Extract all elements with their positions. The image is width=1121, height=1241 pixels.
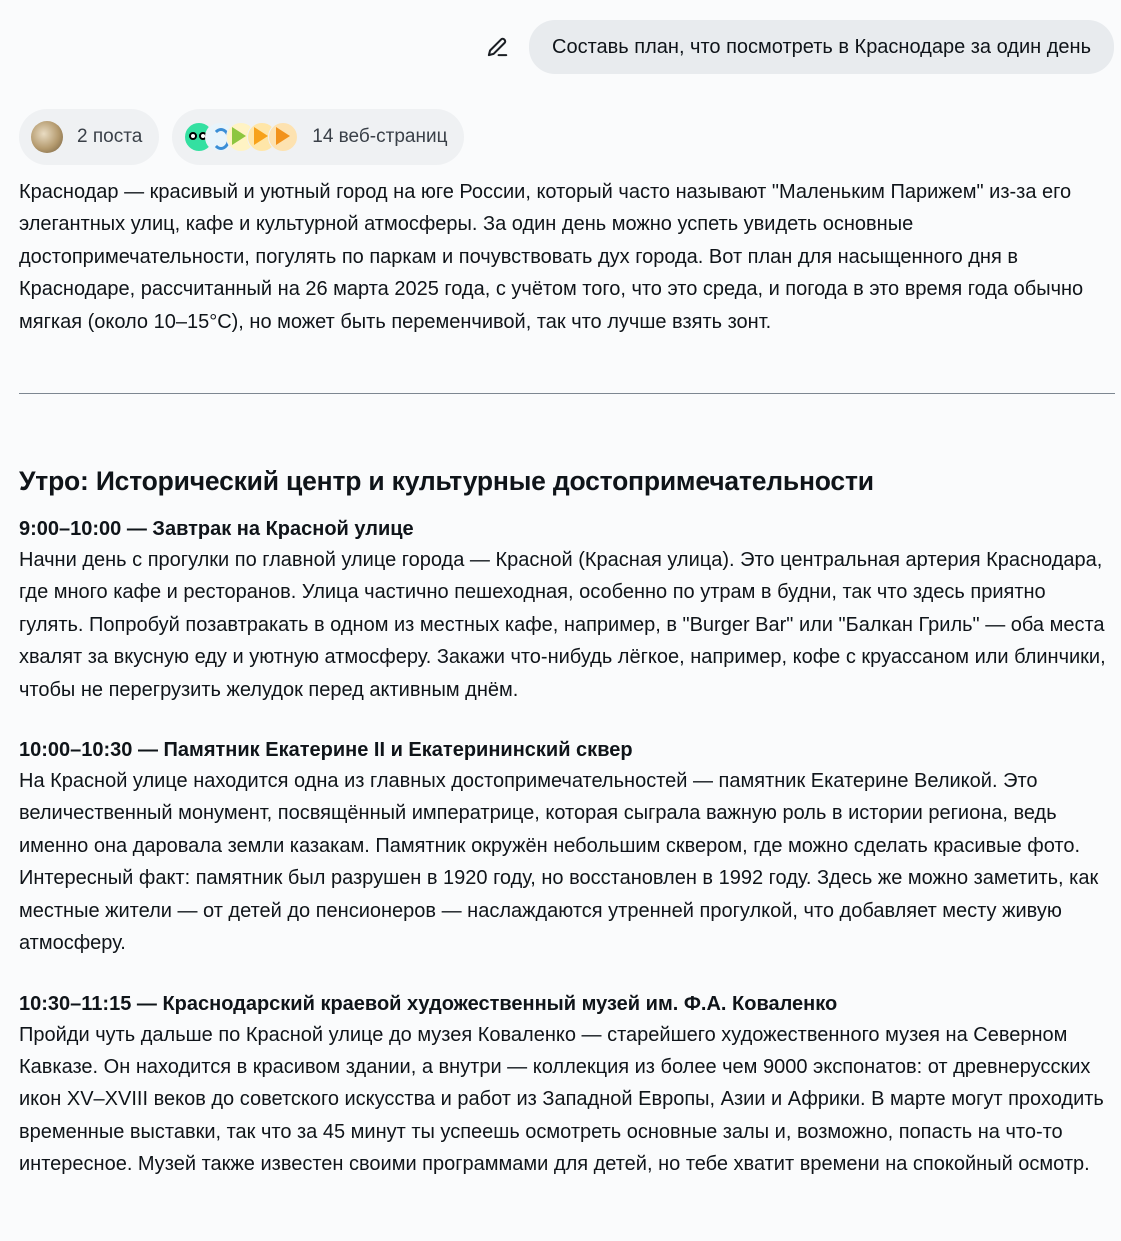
pencil-icon	[484, 34, 510, 60]
assistant-response	[19, 176, 1115, 1181]
schedule-item	[19, 514, 1115, 706]
web-pages-count-label: 14 веб-страниц	[312, 126, 448, 147]
schedule-item-text: Начни день с прогулки по главной улице города — Красной (Красная улица). Это центральная артерия Краснодара, где много кафе и ресторанов. Улица частично пешеходная, особенно по утрам в будни, так что здесь приятно гулять. Попробуй позавтракать в одном из местных кафе, например, в "Burger Bar" или "Балкан Гриль" — оба места хвалят за вкусную еду и уютную атмосферу. Закажи что-нибудь лёгкое, например, кофе с круассаном или блинчики, чтобы не перегрузить желудок перед активным днём.	[19, 549, 1106, 701]
user-message-bubble	[529, 20, 1114, 74]
schedule-item	[19, 989, 1115, 1181]
schedule-item	[19, 735, 1115, 959]
web-sources-button[interactable]	[172, 109, 464, 165]
schedule-item-text: Пройди чуть дальше по Красной улице до музея Коваленко — старейшего художественного музея на Северном Кавказе. Он находится в красивом здании, а внутри — коллекция из более чем 9000 экспонатов: от древнерусских икон XV–XVIII веков до советского искусства и работ из Западной Европы, Азии и Африки. В марте могут проходить временные выставки, так что за 45 минут ты успеешь осмотреть основные залы и, возможно, попасть на что-то интересное. Музей также известен своими программами для детей, но тебе хватит времени на спокойный осмотр.	[19, 1023, 1104, 1176]
sources-row	[19, 109, 464, 165]
posts-count-label: 2 поста	[77, 126, 143, 147]
user-message-text: Составь план, что посмотреть в Краснодаре за один день	[552, 35, 1091, 58]
web-source-icons	[184, 122, 298, 152]
section-divider	[19, 393, 1115, 394]
edit-message-button[interactable]	[477, 27, 517, 67]
schedule-item-title: 10:00–10:30 — Памятник Екатерине II и Екатерининский сквер	[19, 739, 633, 762]
schedule-item-text: На Красной улице находится одна из главных достопримечательностей — памятник Екатерине Великой. Это величественный монумент, посвящённый императрице, которая сыграла важную роль в истории региона, ведь именно она даровала земли казакам. Памятник окружён небольшим сквером, где можно сделать красивые фото. Интересный факт: памятник был разрушен в 1920 году, но восстановлен в 1992 году. Здесь же можно заметить, как местные жители — от детей до пенсионеров — наслаждаются утренней прогулкой, что добавляет месту живую атмосферу.	[19, 770, 1099, 955]
schedule-item-title: 10:30–11:15 — Краснодарский краевой художественный музей им. Ф.А. Коваленко	[19, 992, 838, 1015]
user-message-row	[477, 20, 1114, 74]
site-icon	[268, 122, 298, 152]
post-author-avatar	[31, 121, 63, 153]
schedule-item-title: 9:00–10:00 — Завтрак на Красной улице	[19, 518, 414, 541]
section-heading: Утро: Исторический центр и культурные достопримечательности	[19, 466, 874, 497]
posts-sources-button[interactable]	[19, 109, 159, 165]
intro-paragraph: Краснодар — красивый и уютный город на юге России, который часто называют "Маленьким Парижем" из-за его элегантных улиц, кафе и культурной атмосферы. За один день можно успеть увидеть основные достопримечательности, погулять по паркам и почувствовать дух города. Вот план для насыщенного дня в Краснодаре, рассчитанный на 26 марта 2025 года, с учётом того, что это среда, и погода в это время года обычно мягкая (около 10–15°C), но может быть переменчивой, так что лучше взять зонт.	[19, 181, 1084, 333]
